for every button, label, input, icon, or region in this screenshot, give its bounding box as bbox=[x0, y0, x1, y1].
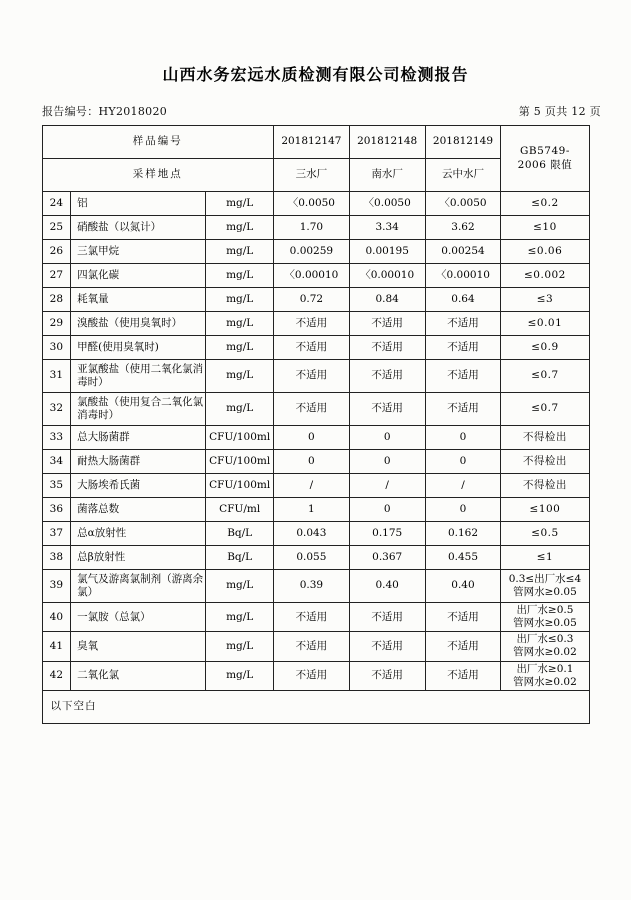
row-limit: ≤0.2 bbox=[501, 192, 589, 216]
row-limit: ≤0.9 bbox=[501, 336, 589, 360]
table-row bbox=[42, 393, 589, 426]
row-item-name: 氯酸盐（使用复合二氧化氯消毒时） bbox=[71, 393, 206, 426]
header-sampling-site-label: 采样地点 bbox=[42, 159, 273, 192]
row-number: 41 bbox=[42, 632, 71, 661]
row-value-2: 0 bbox=[349, 426, 425, 450]
row-unit: CFU/ml bbox=[206, 498, 274, 522]
row-unit: mg/L bbox=[206, 393, 274, 426]
row-value-1: 不适用 bbox=[273, 603, 349, 632]
row-unit: CFU/100ml bbox=[206, 450, 274, 474]
row-unit: mg/L bbox=[206, 288, 274, 312]
table-row bbox=[42, 498, 589, 522]
table-header-row-sample bbox=[42, 126, 589, 159]
table-row bbox=[42, 360, 589, 393]
row-value-1: 0 bbox=[273, 450, 349, 474]
row-number: 26 bbox=[42, 240, 71, 264]
row-item-name: 氯气及游离氯制剂（游离余氯） bbox=[71, 570, 206, 603]
table-footer-row bbox=[42, 690, 589, 723]
row-value-3: 0 bbox=[425, 498, 501, 522]
row-value-1: 0.72 bbox=[273, 288, 349, 312]
table-row bbox=[42, 264, 589, 288]
row-value-3: 3.62 bbox=[425, 216, 501, 240]
row-value-3: 0.455 bbox=[425, 546, 501, 570]
row-value-3: 0.40 bbox=[425, 570, 501, 603]
row-number: 33 bbox=[42, 426, 71, 450]
row-unit: mg/L bbox=[206, 570, 274, 603]
row-value-2: 0.84 bbox=[349, 288, 425, 312]
row-value-3: / bbox=[425, 474, 501, 498]
row-limit: ≤0.7 bbox=[501, 360, 589, 393]
header-sample-no-label: 样品编号 bbox=[42, 126, 273, 159]
header-sample-no-3: 201812149 bbox=[425, 126, 501, 159]
header-limit-label: GB5749- 2006 限值 bbox=[501, 126, 589, 192]
row-value-1: 0.00259 bbox=[273, 240, 349, 264]
page-title: 山西水务宏远水质检测有限公司检测报告 bbox=[162, 65, 469, 84]
row-number: 36 bbox=[42, 498, 71, 522]
row-value-3: 不适用 bbox=[425, 661, 501, 690]
table-row bbox=[42, 336, 589, 360]
header-site-1: 三水厂 bbox=[273, 159, 349, 192]
row-item-name: 溴酸盐（使用臭氧时） bbox=[71, 312, 206, 336]
table-row bbox=[42, 474, 589, 498]
row-number: 40 bbox=[42, 603, 71, 632]
header-site-3: 云中水厂 bbox=[425, 159, 501, 192]
row-limit: 出厂水≥0.5 管网水≥0.05 bbox=[501, 603, 589, 632]
row-value-1: 不适用 bbox=[273, 661, 349, 690]
row-item-name: 菌落总数 bbox=[71, 498, 206, 522]
table-row bbox=[42, 312, 589, 336]
table-row bbox=[42, 522, 589, 546]
report-number: 报告编号：HY2018020 bbox=[42, 105, 168, 118]
row-unit: mg/L bbox=[206, 632, 274, 661]
row-value-3: 不适用 bbox=[425, 360, 501, 393]
row-number: 29 bbox=[42, 312, 71, 336]
footer-note: 以下空白 bbox=[42, 690, 589, 723]
row-value-2: 3.34 bbox=[349, 216, 425, 240]
row-value-1: / bbox=[273, 474, 349, 498]
row-number: 39 bbox=[42, 570, 71, 603]
row-item-name: 总α放射性 bbox=[71, 522, 206, 546]
row-number: 38 bbox=[42, 546, 71, 570]
row-value-3: 不适用 bbox=[425, 632, 501, 661]
row-value-1: 〈0.00010 bbox=[273, 264, 349, 288]
row-value-2: 不适用 bbox=[349, 632, 425, 661]
row-item-name: 甲醛(使用臭氧时) bbox=[71, 336, 206, 360]
row-number: 24 bbox=[42, 192, 71, 216]
row-unit: mg/L bbox=[206, 336, 274, 360]
row-value-2: 不适用 bbox=[349, 603, 425, 632]
row-value-2: 不适用 bbox=[349, 393, 425, 426]
row-value-2: 不适用 bbox=[349, 336, 425, 360]
row-value-2: 〈0.0050 bbox=[349, 192, 425, 216]
row-value-1: 0 bbox=[273, 426, 349, 450]
table-row bbox=[42, 632, 589, 661]
row-item-name: 硝酸盐（以氮计） bbox=[71, 216, 206, 240]
row-unit: mg/L bbox=[206, 192, 274, 216]
header-sample-no-1: 201812147 bbox=[273, 126, 349, 159]
row-number: 35 bbox=[42, 474, 71, 498]
row-value-2: 不适用 bbox=[349, 661, 425, 690]
row-unit: Bq/L bbox=[206, 546, 274, 570]
header-sample-no-2: 201812148 bbox=[349, 126, 425, 159]
row-value-1: 1 bbox=[273, 498, 349, 522]
row-unit: CFU/100ml bbox=[206, 474, 274, 498]
row-number: 32 bbox=[42, 393, 71, 426]
row-number: 25 bbox=[42, 216, 71, 240]
row-value-3: 〈0.0050 bbox=[425, 192, 501, 216]
row-value-3: 不适用 bbox=[425, 603, 501, 632]
row-value-1: 0.043 bbox=[273, 522, 349, 546]
table-row bbox=[42, 546, 589, 570]
table-row bbox=[42, 426, 589, 450]
row-limit: ≤0.01 bbox=[501, 312, 589, 336]
row-value-2: / bbox=[349, 474, 425, 498]
row-value-1: 〈0.0050 bbox=[273, 192, 349, 216]
row-limit: ≤3 bbox=[501, 288, 589, 312]
row-number: 31 bbox=[42, 360, 71, 393]
table-row bbox=[42, 288, 589, 312]
row-value-3: 不适用 bbox=[425, 312, 501, 336]
row-value-3: 0 bbox=[425, 426, 501, 450]
row-item-name: 耗氧量 bbox=[71, 288, 206, 312]
page-number: 第 5 页共 12 页 bbox=[518, 105, 601, 118]
row-unit: mg/L bbox=[206, 661, 274, 690]
row-value-2: 0.367 bbox=[349, 546, 425, 570]
row-value-3: 不适用 bbox=[425, 393, 501, 426]
row-item-name: 臭氧 bbox=[71, 632, 206, 661]
row-item-name: 三氯甲烷 bbox=[71, 240, 206, 264]
row-item-name: 铝 bbox=[71, 192, 206, 216]
row-limit: 出厂水≥0.1 管网水≥0.02 bbox=[501, 661, 589, 690]
row-number: 42 bbox=[42, 661, 71, 690]
row-value-2: 0 bbox=[349, 498, 425, 522]
row-number: 27 bbox=[42, 264, 71, 288]
row-value-1: 不适用 bbox=[273, 336, 349, 360]
row-item-name: 一氯胺（总氯） bbox=[71, 603, 206, 632]
row-number: 34 bbox=[42, 450, 71, 474]
row-value-1: 1.70 bbox=[273, 216, 349, 240]
row-unit: mg/L bbox=[206, 216, 274, 240]
row-value-3: 0.00254 bbox=[425, 240, 501, 264]
row-item-name: 耐热大肠菌群 bbox=[71, 450, 206, 474]
row-unit: mg/L bbox=[206, 264, 274, 288]
row-value-3: 0.162 bbox=[425, 522, 501, 546]
row-value-1: 不适用 bbox=[273, 360, 349, 393]
row-unit: mg/L bbox=[206, 360, 274, 393]
row-limit: 不得检出 bbox=[501, 450, 589, 474]
row-value-2: 〈0.00010 bbox=[349, 264, 425, 288]
table-row bbox=[42, 240, 589, 264]
row-item-name: 大肠埃希氏菌 bbox=[71, 474, 206, 498]
row-value-3: 0.64 bbox=[425, 288, 501, 312]
row-value-2: 不适用 bbox=[349, 312, 425, 336]
row-value-1: 不适用 bbox=[273, 632, 349, 661]
table-row bbox=[42, 603, 589, 632]
row-item-name: 总β放射性 bbox=[71, 546, 206, 570]
row-item-name: 四氯化碳 bbox=[71, 264, 206, 288]
row-limit: ≤1 bbox=[501, 546, 589, 570]
row-number: 30 bbox=[42, 336, 71, 360]
row-value-2: 0.40 bbox=[349, 570, 425, 603]
row-limit: 不得检出 bbox=[501, 426, 589, 450]
row-limit: ≤0.002 bbox=[501, 264, 589, 288]
row-limit: ≤0.7 bbox=[501, 393, 589, 426]
row-number: 28 bbox=[42, 288, 71, 312]
row-value-1: 0.055 bbox=[273, 546, 349, 570]
row-value-3: 0 bbox=[425, 450, 501, 474]
row-value-2: 不适用 bbox=[349, 360, 425, 393]
row-unit: mg/L bbox=[206, 603, 274, 632]
row-value-3: 不适用 bbox=[425, 336, 501, 360]
row-item-name: 二氧化氯 bbox=[71, 661, 206, 690]
row-item-name: 总大肠菌群 bbox=[71, 426, 206, 450]
row-value-2: 0 bbox=[349, 450, 425, 474]
row-unit: mg/L bbox=[206, 240, 274, 264]
table-row bbox=[42, 661, 589, 690]
row-item-name: 亚氯酸盐（使用二氧化氯消毒时） bbox=[71, 360, 206, 393]
table-row bbox=[42, 570, 589, 603]
row-unit: mg/L bbox=[206, 312, 274, 336]
report-meta bbox=[42, 103, 601, 119]
row-value-3: 〈0.00010 bbox=[425, 264, 501, 288]
row-limit: 0.3≤出厂水≤4 管网水≥0.05 bbox=[501, 570, 589, 603]
row-value-2: 0.175 bbox=[349, 522, 425, 546]
table-row bbox=[42, 216, 589, 240]
row-limit: ≤0.5 bbox=[501, 522, 589, 546]
row-limit: 出厂水≤0.3 管网水≥0.02 bbox=[501, 632, 589, 661]
row-value-1: 不适用 bbox=[273, 312, 349, 336]
table-row bbox=[42, 450, 589, 474]
row-value-2: 0.00195 bbox=[349, 240, 425, 264]
row-value-1: 不适用 bbox=[273, 393, 349, 426]
row-value-1: 0.39 bbox=[273, 570, 349, 603]
row-unit: Bq/L bbox=[206, 522, 274, 546]
row-unit: CFU/100ml bbox=[206, 426, 274, 450]
row-limit: ≤10 bbox=[501, 216, 589, 240]
header-site-2: 南水厂 bbox=[349, 159, 425, 192]
table-row bbox=[42, 192, 589, 216]
row-number: 37 bbox=[42, 522, 71, 546]
row-limit: 不得检出 bbox=[501, 474, 589, 498]
water-quality-table bbox=[42, 125, 590, 724]
row-limit: ≤100 bbox=[501, 498, 589, 522]
row-limit: ≤0.06 bbox=[501, 240, 589, 264]
